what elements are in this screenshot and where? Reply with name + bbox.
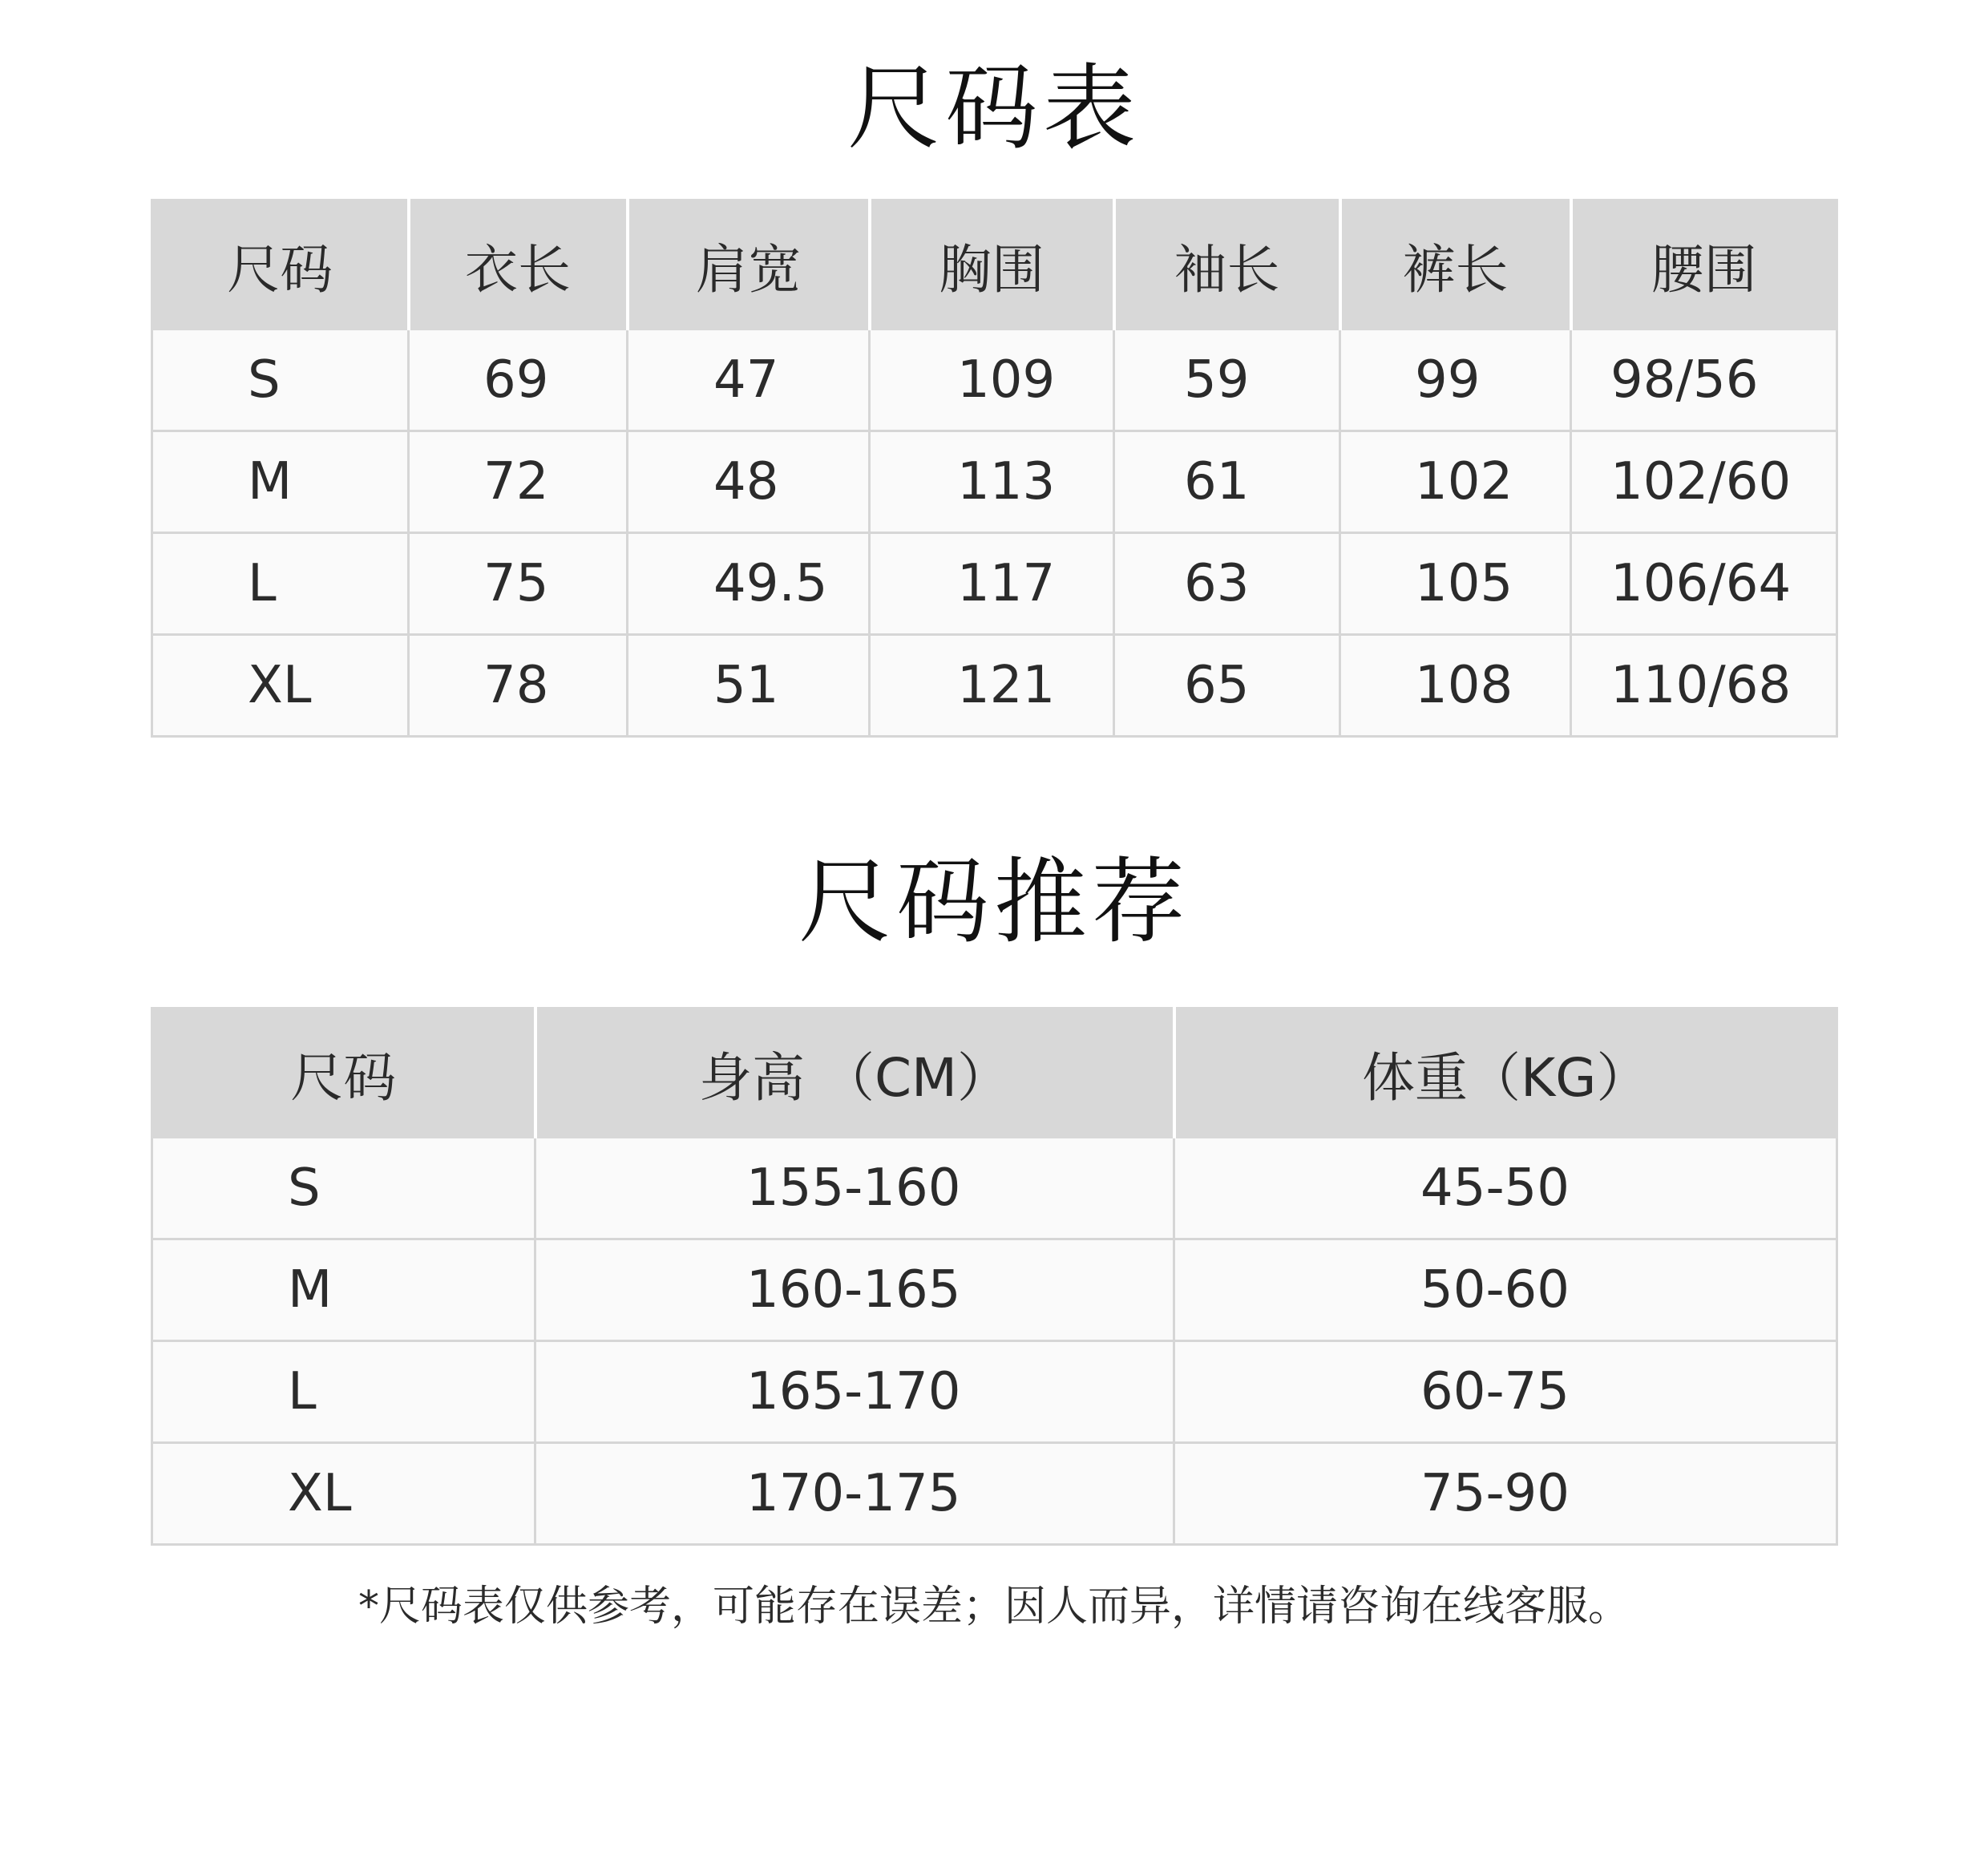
table-cell: 69: [409, 330, 628, 431]
table-cell: 160-165: [535, 1239, 1174, 1341]
size-chart-table: [151, 199, 1838, 738]
table-cell: XL: [152, 635, 409, 737]
table-cell: 78: [409, 635, 628, 737]
table-cell: 63: [1114, 533, 1340, 635]
table-cell: S: [152, 1138, 535, 1239]
table-cell: 102/60: [1571, 431, 1837, 533]
table-cell: 61: [1114, 431, 1340, 533]
table-cell: M: [152, 1239, 535, 1341]
column-header-chest: 胸围: [870, 200, 1114, 330]
size-recommend-title: 尺码推荐: [798, 848, 1190, 956]
table-row: [152, 431, 1837, 533]
table-cell: 60-75: [1174, 1341, 1837, 1443]
table-cell: 106/64: [1571, 533, 1837, 635]
table-cell: S: [152, 330, 409, 431]
table-cell: L: [152, 1341, 535, 1443]
column-header-size: 尺码: [152, 1009, 535, 1138]
size-chart-title: 尺码表: [847, 55, 1141, 163]
table-cell: L: [152, 533, 409, 635]
table-cell: XL: [152, 1443, 535, 1545]
table-row: [152, 533, 1837, 635]
table-cell: 59: [1114, 330, 1340, 431]
table-cell: 47: [628, 330, 870, 431]
table-cell: 102: [1340, 431, 1571, 533]
table-cell: 99: [1340, 330, 1571, 431]
table-cell: 45-50: [1174, 1138, 1837, 1239]
table-cell: 105: [1340, 533, 1571, 635]
column-header-size: 尺码: [152, 200, 409, 330]
column-header-height: 身高 （CM）: [535, 1009, 1174, 1138]
table-row: [152, 635, 1837, 737]
table-cell: 109: [870, 330, 1114, 431]
table-cell: 72: [409, 431, 628, 533]
table-cell: M: [152, 431, 409, 533]
column-header-waist: 腰围: [1571, 200, 1837, 330]
column-header-sleeve: 袖长: [1114, 200, 1340, 330]
table-row: [152, 1341, 1837, 1443]
size-recommend-table: [151, 1007, 1838, 1546]
table-row: [152, 1443, 1837, 1545]
table-cell: 75-90: [1174, 1443, 1837, 1545]
table-row: [152, 1239, 1837, 1341]
table-cell: 50-60: [1174, 1239, 1837, 1341]
table-cell: 51: [628, 635, 870, 737]
table-row: [152, 330, 1837, 431]
column-header-pants-length: 裤长: [1340, 200, 1571, 330]
table-cell: 49.5: [628, 533, 870, 635]
table-cell: 98/56: [1571, 330, 1837, 431]
column-header-shoulder: 肩宽: [628, 200, 870, 330]
table-row: [152, 1138, 1837, 1239]
table-cell: 117: [870, 533, 1114, 635]
table-cell: 113: [870, 431, 1114, 533]
size-recommend-header-row: [152, 1009, 1837, 1138]
table-cell: 110/68: [1571, 635, 1837, 737]
size-chart-header-row: [152, 200, 1837, 330]
table-cell: 165-170: [535, 1341, 1174, 1443]
table-cell: 155-160: [535, 1138, 1174, 1239]
column-header-weight: 体重（KG）: [1174, 1009, 1837, 1138]
table-cell: 121: [870, 635, 1114, 737]
table-cell: 170-175: [535, 1443, 1174, 1545]
disclaimer-note: *尺码表仅供参考，可能存在误差；因人而异，详情请咨询在线客服。: [358, 1583, 1630, 1631]
table-cell: 65: [1114, 635, 1340, 737]
table-cell: 75: [409, 533, 628, 635]
column-header-length: 衣长: [409, 200, 628, 330]
table-cell: 108: [1340, 635, 1571, 737]
table-cell: 48: [628, 431, 870, 533]
